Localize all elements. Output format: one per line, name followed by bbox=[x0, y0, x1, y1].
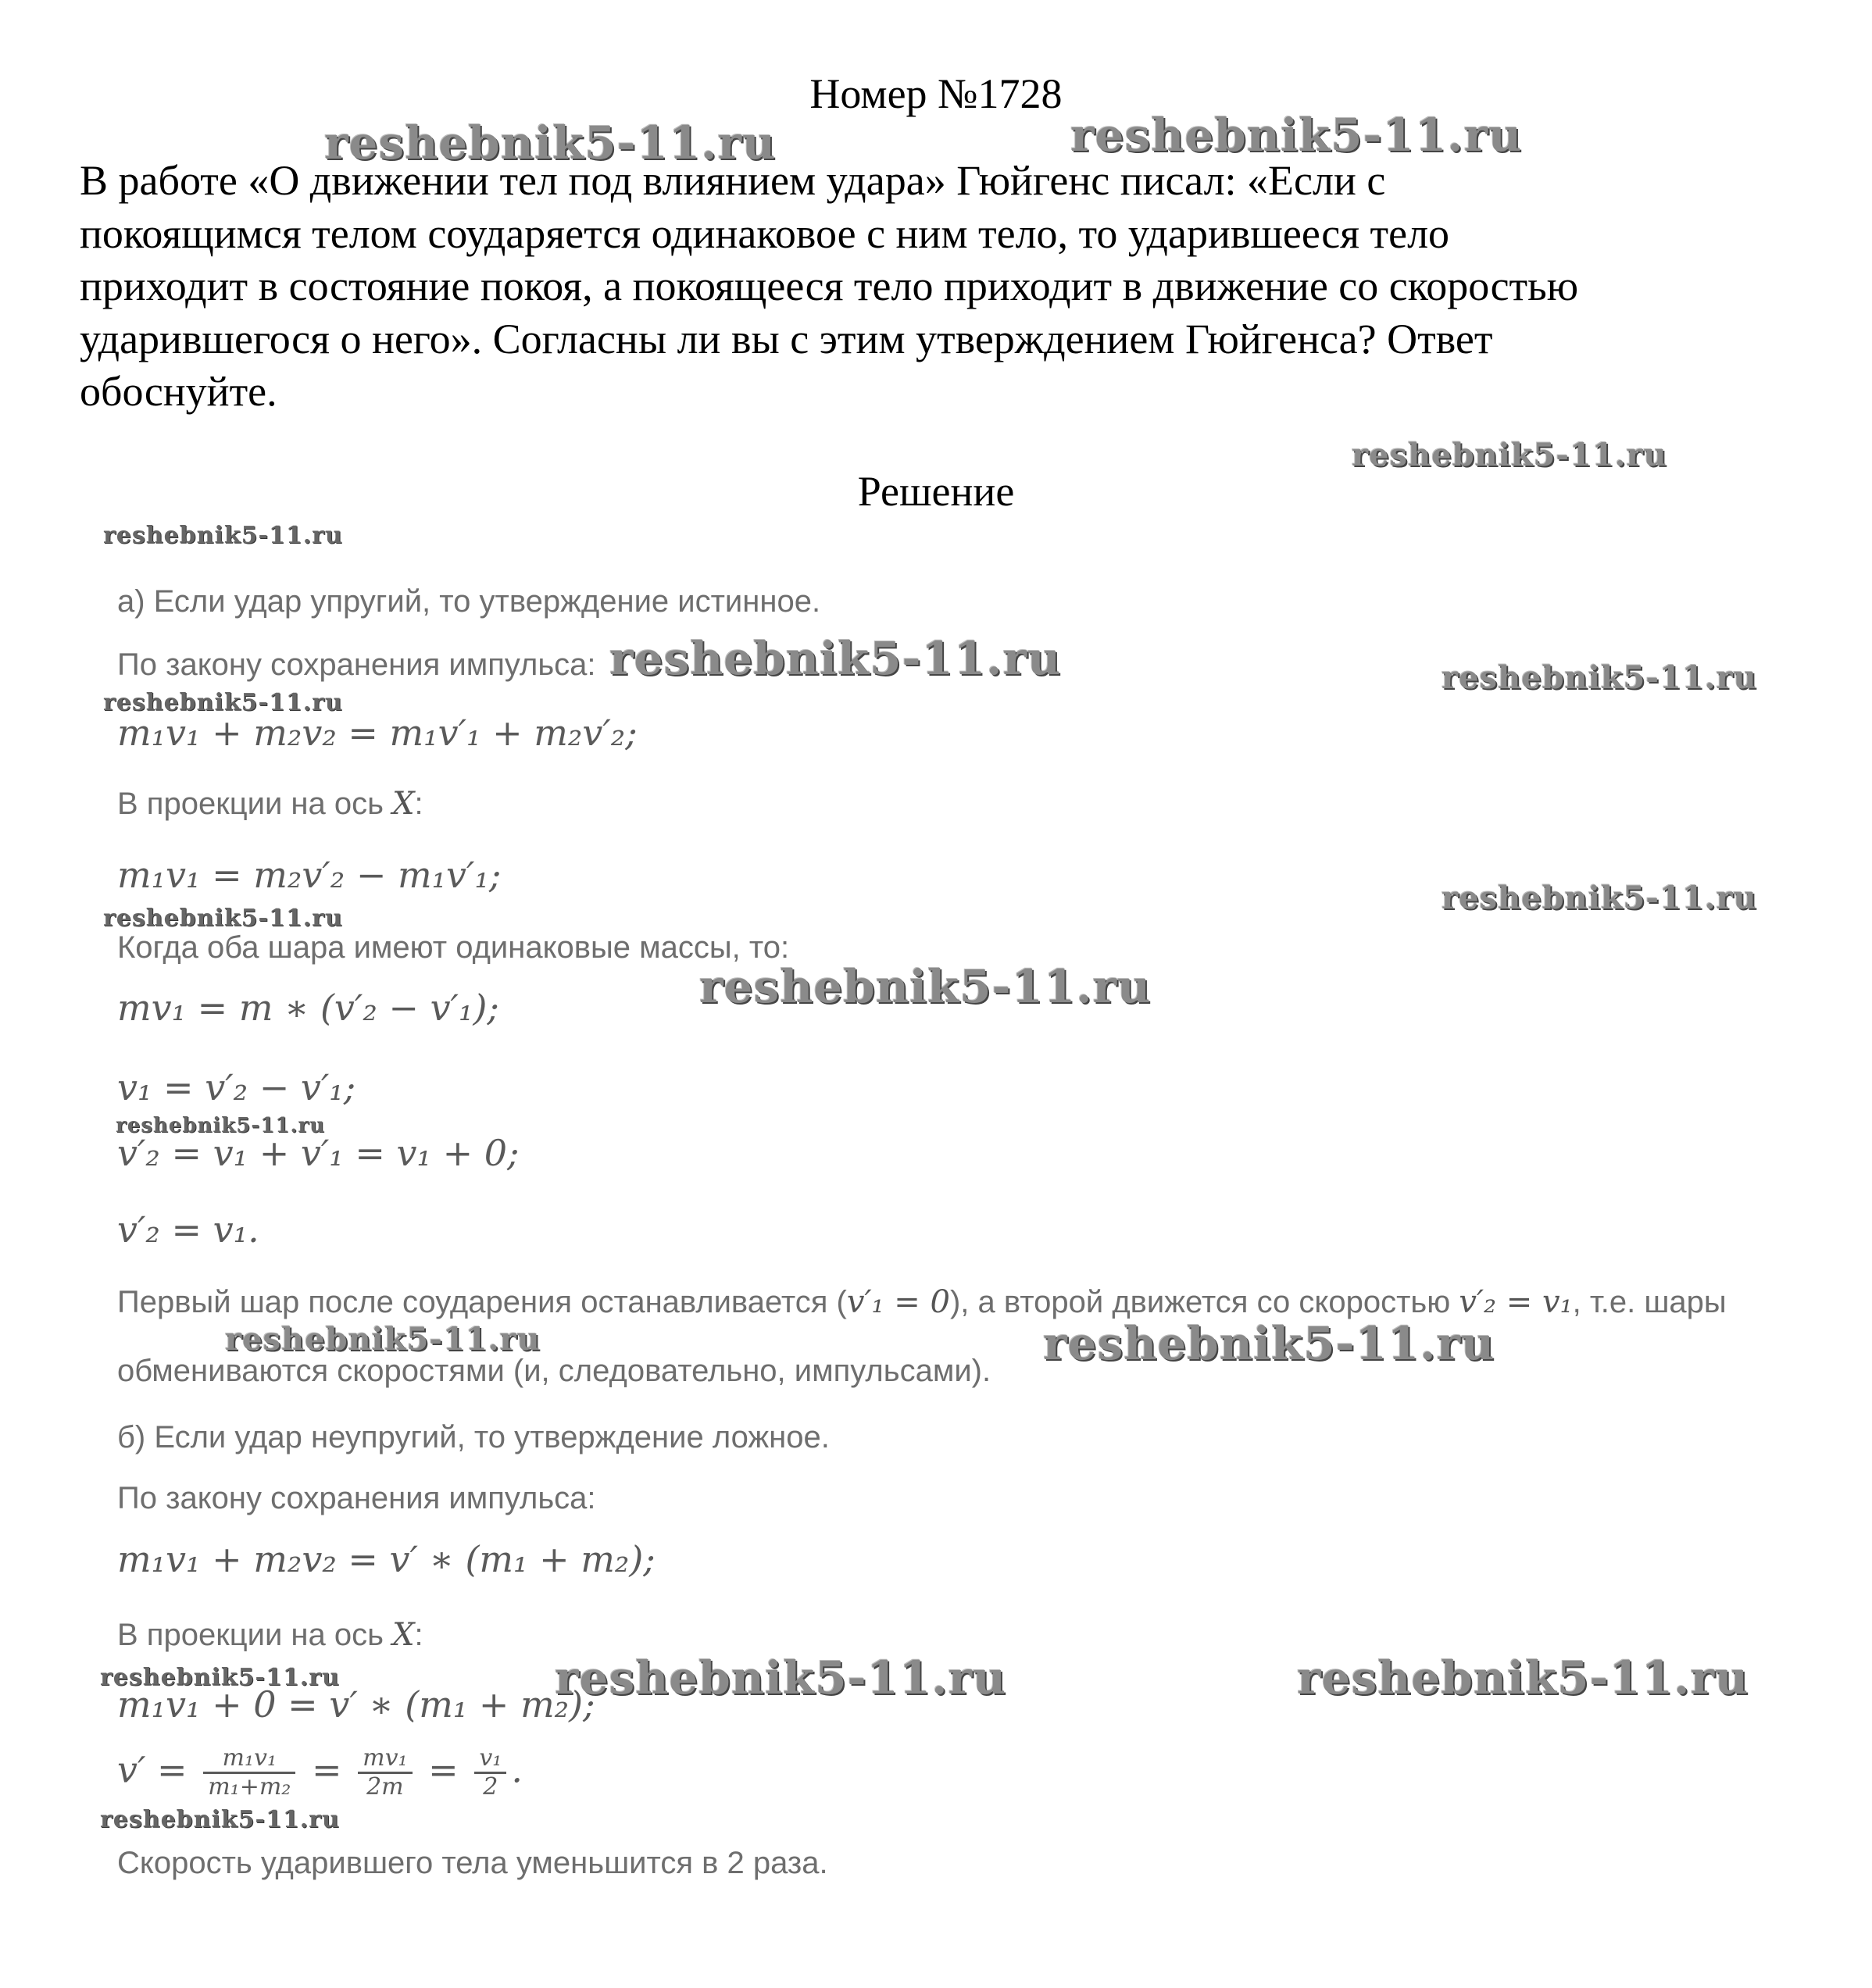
formula-a-projection: m₁v₁ = m₂v′₂ − m₁v′₁; bbox=[117, 854, 502, 896]
watermark: reshebnik5-11.ru bbox=[1442, 659, 1757, 696]
formula-a-momentum: m₁v₁ + m₂v₂ = m₁v′₁ + m₂v′₂; bbox=[117, 712, 638, 754]
formula-a-v2-sum: v′₂ = v₁ + v′₁ = v₁ + 0; bbox=[117, 1132, 520, 1174]
solution-a-projection bbox=[117, 784, 423, 823]
fraction-denominator: 2m bbox=[366, 1773, 404, 1801]
watermark: reshebnik5-11.ru bbox=[324, 116, 777, 170]
equals-sign: = bbox=[428, 1748, 459, 1791]
fraction bbox=[203, 1745, 295, 1801]
formula-a-v2-result: v′₂ = v₁. bbox=[117, 1208, 259, 1251]
watermark: reshebnik5-11.ru bbox=[100, 1664, 340, 1691]
period: . bbox=[511, 1748, 523, 1791]
watermark: reshebnik5-11.ru bbox=[1297, 1651, 1749, 1704]
projection-label: В проекции на ось bbox=[117, 787, 384, 821]
conclusion-text: , т.е. шары bbox=[1572, 1285, 1727, 1319]
watermark: reshebnik5-11.ru bbox=[103, 522, 343, 549]
conclusion-math: v′₁ = 0 bbox=[846, 1284, 950, 1320]
solution-b-conclusion: Скорость ударившего тела уменьшится в 2 раза. bbox=[117, 1846, 828, 1880]
axis-symbol: X bbox=[392, 786, 415, 822]
watermark: reshebnik5-11.ru bbox=[1442, 880, 1757, 916]
watermark: reshebnik5-11.ru bbox=[555, 1651, 1007, 1704]
conclusion-text: ), а второй движется со скоростью bbox=[949, 1285, 1459, 1319]
solution-a-equal-mass: Когда оба шара имеют одинаковые массы, то: bbox=[117, 930, 790, 965]
fraction-denominator: m₁+m₂ bbox=[208, 1773, 291, 1801]
solution-b-projection bbox=[117, 1615, 423, 1654]
watermark: reshebnik5-11.ru bbox=[103, 905, 343, 932]
fraction-numerator: m₁v₁ bbox=[203, 1745, 295, 1774]
problem-line: обоснуйте. bbox=[80, 368, 277, 415]
fraction-numerator: mv₁ bbox=[358, 1745, 412, 1774]
formula-b-projection: m₁v₁ + 0 = v′ ∗ (m₁ + m₂); bbox=[117, 1683, 595, 1726]
conclusion-math: v′₂ = v₁ bbox=[1459, 1284, 1573, 1320]
conclusion-text: Первый шар после соударения останавливается ( bbox=[117, 1285, 847, 1319]
projection-label: В проекции на ось bbox=[117, 1618, 384, 1652]
formula-b-momentum: m₁v₁ + m₂v₂ = v′ ∗ (m₁ + m₂); bbox=[117, 1538, 656, 1580]
watermark: reshebnik5-11.ru bbox=[1352, 437, 1667, 473]
formula-lhs: v′ = bbox=[117, 1748, 188, 1791]
fraction-denominator: 2 bbox=[483, 1773, 498, 1801]
watermark: reshebnik5-11.ru bbox=[225, 1321, 541, 1358]
solution-a-intro: а) Если удар упругий, то утверждение истинное. bbox=[117, 584, 821, 619]
problem-line: приходит в состояние покоя, а покоящееся тело приходит в движение со скоростью bbox=[80, 262, 1579, 309]
solution-b-intro: б) Если удар неупругий, то утверждение ложное. bbox=[117, 1420, 830, 1454]
formula-a-equal-mass: mv₁ = m ∗ (v′₂ − v′₁); bbox=[117, 987, 499, 1029]
solution-title: Решение bbox=[857, 468, 1015, 515]
axis-symbol: X bbox=[392, 1617, 415, 1653]
watermark: reshebnik5-11.ru bbox=[116, 1114, 326, 1137]
problem-line: ударившегося о него». Согласны ли вы с этим утверждением Гюйгенса? Ответ bbox=[80, 315, 1493, 362]
fraction bbox=[474, 1745, 506, 1801]
fraction bbox=[358, 1745, 412, 1801]
formula-b-velocity bbox=[117, 1745, 523, 1801]
solution-a-law: По закону сохранения импульса: bbox=[117, 648, 596, 682]
watermark: reshebnik5-11.ru bbox=[1070, 109, 1523, 162]
fraction-numerator: v₁ bbox=[474, 1745, 506, 1774]
solution-b-law: По закону сохранения импульса: bbox=[117, 1481, 596, 1515]
watermark: reshebnik5-11.ru bbox=[100, 1806, 340, 1833]
formula-a-v1: v₁ = v′₂ − v′₁; bbox=[117, 1066, 356, 1108]
colon: : bbox=[414, 1618, 423, 1652]
watermark: reshebnik5-11.ru bbox=[699, 960, 1152, 1013]
watermark: reshebnik5-11.ru bbox=[103, 689, 343, 716]
solution-a-conclusion-line2: обмениваются скоростями (и, следовательно, импульсами). bbox=[117, 1354, 991, 1388]
problem-statement bbox=[80, 155, 1830, 419]
problem-number-title: Номер №1728 bbox=[809, 70, 1063, 117]
colon: : bbox=[414, 787, 423, 821]
watermark: reshebnik5-11.ru bbox=[1043, 1317, 1495, 1370]
equals-sign: = bbox=[311, 1748, 342, 1791]
watermark: reshebnik5-11.ru bbox=[609, 632, 1062, 685]
problem-line: покоящимся телом соударяется одинаковое с ним тело, то ударившееся тело bbox=[80, 209, 1450, 257]
problem-line: В работе «О движении тел под влиянием удара» Гюйгенс писал: «Если с bbox=[80, 157, 1386, 204]
